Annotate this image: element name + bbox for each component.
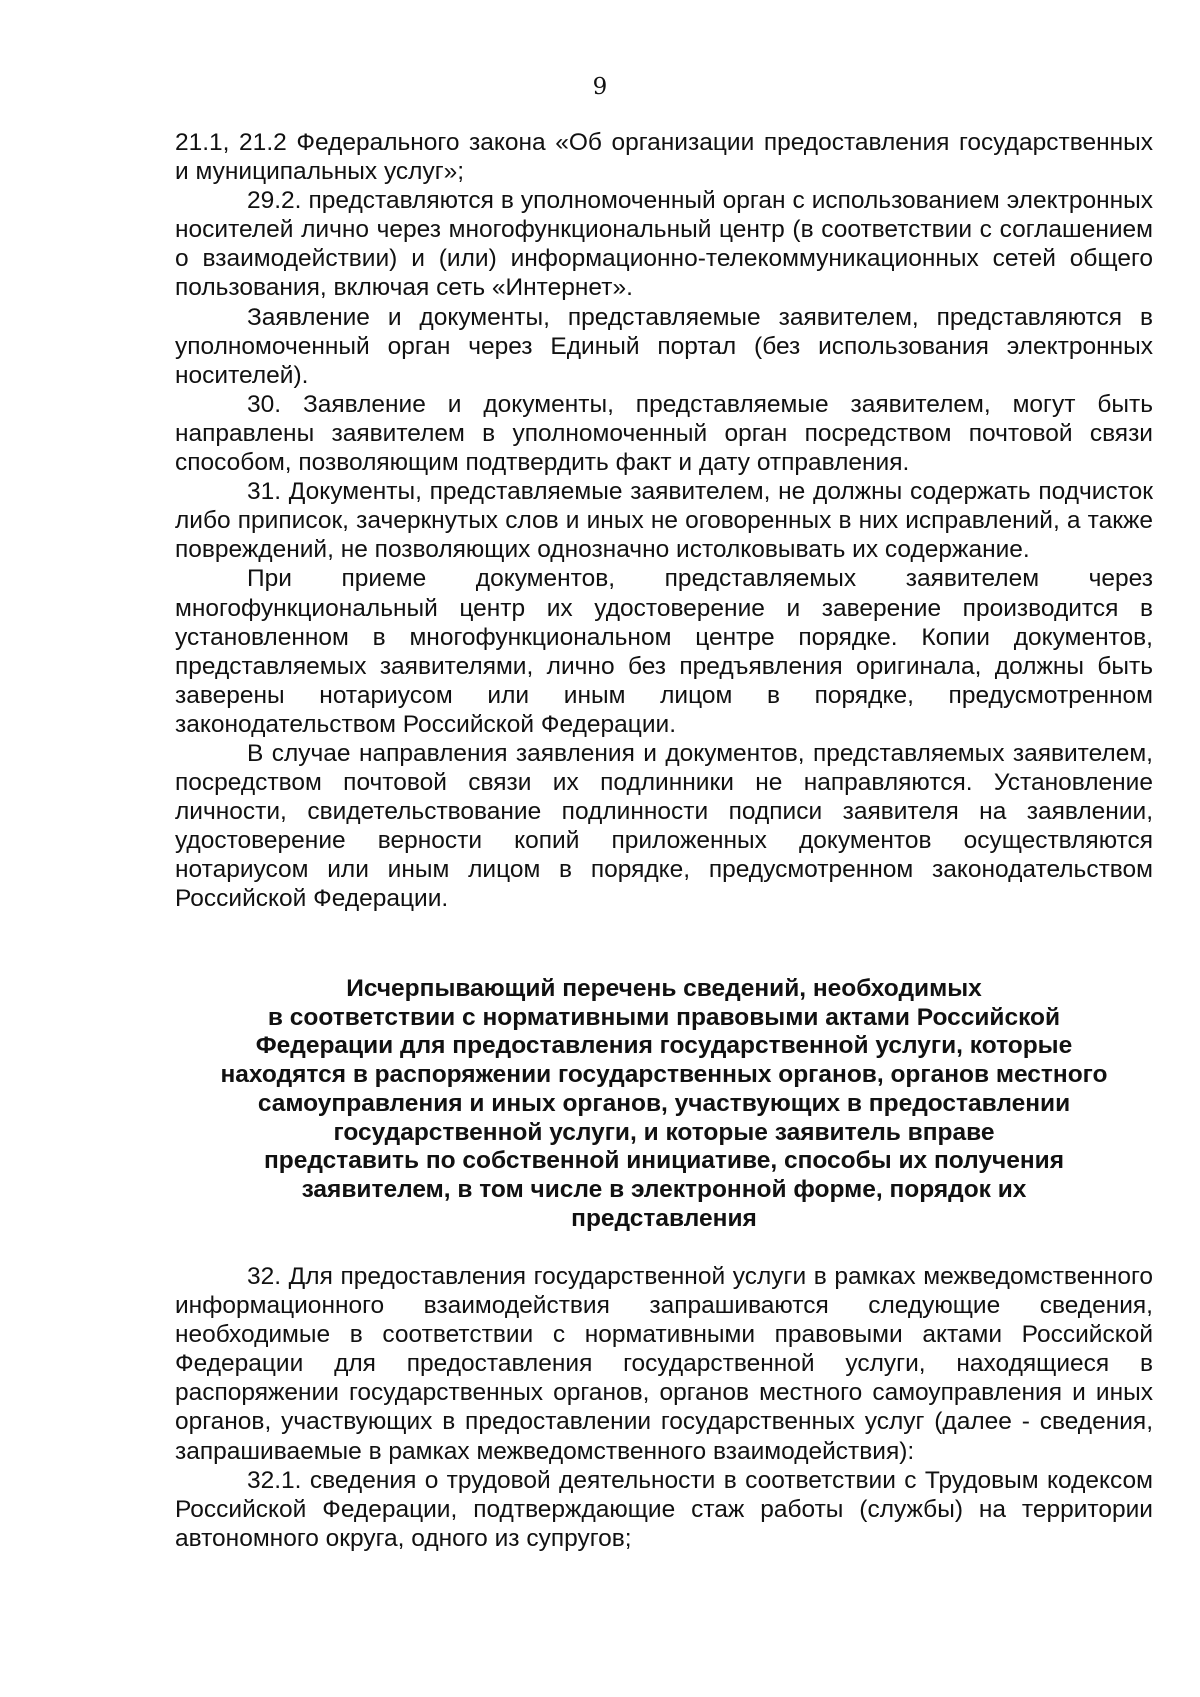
paragraph-application-portal: Заявление и документы, представляемые заявителем, представляются в уполномоченный орган через Единый портал (без использования электронных носителей). — [175, 303, 1153, 389]
paragraph-postal: В случае направления заявления и документов, представляемых заявителем, посредством почтовой связи их подлинники не направляются. Установление личности, свидетельствование подлинности подписи заявителя на заявлении, удостоверение верности копий приложенных документов осуществляются нотариусом или иным лицом в порядке, предусмотренном законодательством Российской Федерации. — [175, 739, 1153, 913]
paragraph-30: 30. Заявление и документы, представляемые заявителем, могут быть направлены заявителем в уполномоченный орган посредством почтовой связи способом, позволяющим подтвердить факт и дату отправления. — [175, 390, 1153, 477]
paragraph-reception: При приеме документов, представляемых заявителем через многофункциональный центр их удостоверение и заверение производится в установленном в многофункциональном центре порядке. Копии документов, представляемых заявителями, лично без предъявления оригинала, должны быть заверены нотариусом или иным лицом в порядке, предусмотренном законодательством Российской Федерации. — [175, 565, 1153, 738]
paragraph-29-2: 29.2. представляются в уполномоченный орган с использованием электронных носителей лично через многофункциональный центр (в соответствии с соглашением о взаимодействии) и (или) информационно-телекоммуникационных сетей общего пользования, включая сеть «Интернет». — [175, 187, 1153, 302]
paragraph-32: 32. Для предоставления государственной услуги в рамках межведомственного информационного взаимодействия запрашиваются следующие сведения, необходимые в соответствии с нормативными правовыми актами Российской Федерации для предоставления государственной услуги, находящиеся в распоряжении государственных органов, органов местного самоуправления и иных органов, участвующих в предоставлении государственных услуг (далее - сведения, запрашиваемые в рамках межведомственного взаимодействия): — [175, 1263, 1153, 1465]
heading-line: заявителем, в том числе в электронной форме, порядок их — [301, 1175, 1027, 1203]
heading-line: представить по собственной инициативе, способы их получения — [264, 1147, 1064, 1175]
section-heading — [175, 975, 1153, 1233]
body-text-bottom — [175, 1262, 1153, 1553]
heading-line: самоуправления и иных органов, участвующих в предоставлении — [257, 1089, 1071, 1117]
heading-line: находятся в распоряжении государственных органов, органов местного — [220, 1061, 1108, 1089]
paragraph-31: 31. Документы, представляемые заявителем, не должны содержать подчисток либо приписок, зачеркнутых слов и иных не оговоренных в них исправлений, а также повреждений, не позволяющих однозначно истолковывать их содержание. — [175, 478, 1153, 564]
heading-line: Исчерпывающий перечень сведений, необходимых — [346, 975, 982, 1002]
heading-line: Федерации для предоставления государственной услуги, которые — [255, 1032, 1073, 1060]
heading-line: государственной услуги, и которые заявитель вправе — [333, 1118, 995, 1146]
heading-line: представления — [571, 1204, 757, 1232]
page-number: 9 — [592, 74, 608, 100]
paragraph-law-reference: 21.1, 21.2 Федерального закона «Об организации предоставления государственных и муниципальных услуг»; — [175, 129, 1153, 186]
heading-line: в соответствии с нормативными правовыми актами Российской — [267, 1003, 1061, 1031]
paragraph-32-1: 32.1. сведения о трудовой деятельности в соответствии с Трудовым кодексом Российской Федерации, подтверждающие стаж работы (службы) на территории автономного округа, одного из супругов; — [175, 1466, 1153, 1552]
body-text-top — [175, 128, 1153, 914]
